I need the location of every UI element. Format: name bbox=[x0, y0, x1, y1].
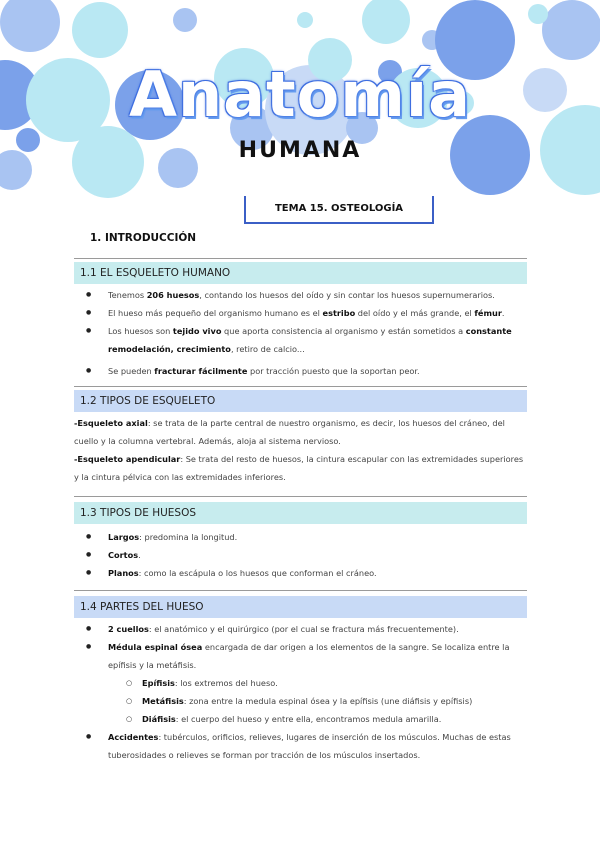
section-heading-partes-hueso: 1.4 PARTES DEL HUESO bbox=[74, 596, 527, 618]
page-title: Anatomía bbox=[129, 58, 471, 131]
list-item: ● Planos: como la escápula o los huesos que conforman el cráneo. bbox=[74, 564, 529, 582]
paragraph-axial: -Esqueleto axial: se trata de la parte central de nuestro organismo, es decir, los huesos del cráneo, del cuello y la columna vertebral. Además, aloja al sistema nervioso. bbox=[74, 418, 505, 446]
divider bbox=[74, 258, 527, 259]
topic-box: TEMA 15. OSTEOLOGÍA bbox=[244, 196, 434, 222]
intro-heading: 1. INTRODUCCIÓN bbox=[90, 232, 197, 244]
section-body-tipos-huesos bbox=[74, 528, 529, 582]
list-item: ● Cortos. bbox=[74, 546, 529, 564]
divider bbox=[74, 590, 527, 591]
list-item: ● Tenemos 206 huesos, contando los huesos del oído y sin contar los huesos supernumerarios. bbox=[74, 286, 529, 304]
sub-list-item: ○ Epífisis: los extremos del hueso. bbox=[74, 674, 529, 692]
list-item: ● Los huesos son tejido vivo que aporta consistencia al organismo y están sometidos a constante remodelación, crecimiento, retiro de calcio... bbox=[74, 322, 529, 358]
section-body-partes-hueso bbox=[74, 620, 529, 764]
section-body-esqueleto-humano bbox=[74, 286, 529, 380]
list-item: ● Largos: predomina la longitud. bbox=[74, 528, 529, 546]
list-item: ● Accidentes: tubérculos, orificios, relieves, lugares de inserción de los músculos. Muchas de estas tuberosidades o relieves se forman por tracción de los músculos insertados. bbox=[74, 728, 529, 764]
list-item: ● Médula espinal ósea encargada de dar origen a los elementos de la sangre. Se localiza entre la epífisis y la metáfisis. bbox=[74, 638, 529, 674]
list-item: ● Se pueden fracturar fácilmente por tracción puesto que la soportan peor. bbox=[74, 362, 529, 380]
sub-list-item: ○ Diáfisis: el cuerpo del hueso y entre ella, encontramos medula amarilla. bbox=[74, 710, 529, 728]
section-heading-esqueleto-humano: 1.1 EL ESQUELETO HUMANO bbox=[74, 262, 527, 284]
divider bbox=[74, 496, 527, 497]
list-item: ● El hueso más pequeño del organismo humano es el estribo del oído y el más grande, el fémur. bbox=[74, 304, 529, 322]
section-heading-tipos-huesos: 1.3 TIPOS DE HUESOS bbox=[74, 502, 527, 524]
paragraph-apendicular: -Esqueleto apendicular: Se trata del resto de huesos, la cintura escapular con las extremidades superiores y la cintura pélvica con las extremidades inferiores. bbox=[74, 454, 524, 482]
sub-list-item: ○ Metáfisis: zona entre la medula espinal ósea y la epífisis (une diáfisis y epífisis) bbox=[74, 692, 529, 710]
section-body-tipos-esqueleto bbox=[74, 414, 529, 486]
list-item: ● 2 cuellos: el anatómico y el quirúrgico (por el cual se fractura más frecuentemente). bbox=[74, 620, 529, 638]
page-subtitle: HUMANA bbox=[238, 138, 362, 163]
section-heading-tipos-esqueleto: 1.2 TIPOS DE ESQUELETO bbox=[74, 390, 527, 412]
divider bbox=[74, 386, 527, 387]
